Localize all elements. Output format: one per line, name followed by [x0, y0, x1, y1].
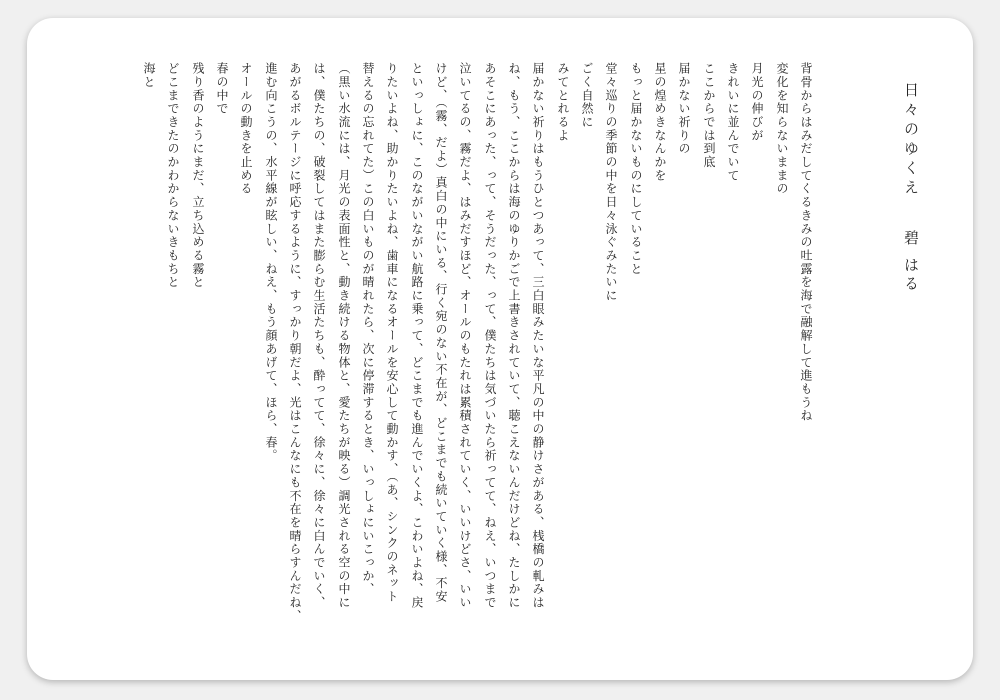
poem-author: 碧 はる — [902, 230, 920, 294]
poem-line: どこまできたのかわからないきもちと — [166, 62, 180, 289]
poem-line: 変化を知らないままの — [775, 62, 789, 196]
poem-page — [27, 18, 973, 680]
poem-line: オールの動きを止める — [239, 62, 253, 196]
poem-line: ね、もう、ここからは海のゆりかごで上書きされていて、聴こえないんだけどね、たしかに — [507, 62, 521, 610]
poem-line: 背骨からはみだしてくるきみの吐露を海で融解して進もうね — [799, 62, 813, 423]
poem-line: きれいに並んでいて — [726, 62, 740, 183]
poem-line: は、僕たちの、破裂してはまた膨らむ生活たちも、酔ってて、徐々に、徐々に白んでいく、 — [312, 62, 326, 610]
poem-title: 日々のゆくえ — [902, 82, 920, 199]
poem-line: 泣いてるの、霧だよ、はみだすほど、オールのもたれは累積されていく、いいけどさ、いい — [458, 62, 472, 610]
poem-line: みてとれるよ — [556, 62, 570, 143]
poem-line: （黒い水流には、月光の表面性と、動き続ける物体と、愛たちが映る）調光される空の中に — [337, 62, 351, 610]
poem-line: 海と — [142, 62, 156, 89]
poem-line: けど、（霧、だよ）真白の中にいる、行く宛のない不在が、どこまでも続いていく様、不安 — [434, 62, 448, 604]
poem-line: 星の煌めきなんかを — [653, 62, 667, 183]
poem-line: 月光の伸びが — [750, 62, 764, 143]
poem-line: 堂々巡りの季節の中を日々泳ぐみたいに — [604, 62, 618, 303]
poem-line: 進む向こうの、水平線が眩しい、ねえ、もう顔あげて、ほら、春。 — [264, 62, 278, 463]
poem-line: といっしょに、このながいながい航路に乗って、どこまでも進んでいくよ、こわいよね、戻 — [410, 62, 424, 610]
poem-line: りたいよね、助かりたいよね、歯車になるオールを安心して動かす、（あ、シンクのネット — [385, 62, 399, 604]
poem-line: 残り香のようにまだ、立ち込める霧と — [191, 62, 205, 289]
poem-line: もっと届かないものにしていること — [629, 62, 643, 276]
poem-line: 届かない祈りの — [677, 62, 691, 156]
poem-line: 届かない祈りはもうひとつあって、三白眼みたいな平凡の中の静けさがある、桟橋の軋みは — [531, 62, 545, 610]
poem-line: あがるボルテージに呼応するように、すっかり朝だよ、光はこんなにも不在を晴らすんだね、 — [288, 62, 302, 623]
poem-line: ごく自然に — [580, 62, 594, 129]
poem-line: 替えるの忘れてた）この白いものが晴れたら、次に停滞するとき、いっしょにいこっか、 — [361, 62, 375, 596]
poem-line: ここからでは到底 — [702, 62, 716, 169]
poem-line: 春の中で — [215, 62, 229, 116]
poem-line: あそこにあった、って、そうだった、って、僕たちは気づいたら祈ってて、ねえ、いつまで — [483, 62, 497, 610]
